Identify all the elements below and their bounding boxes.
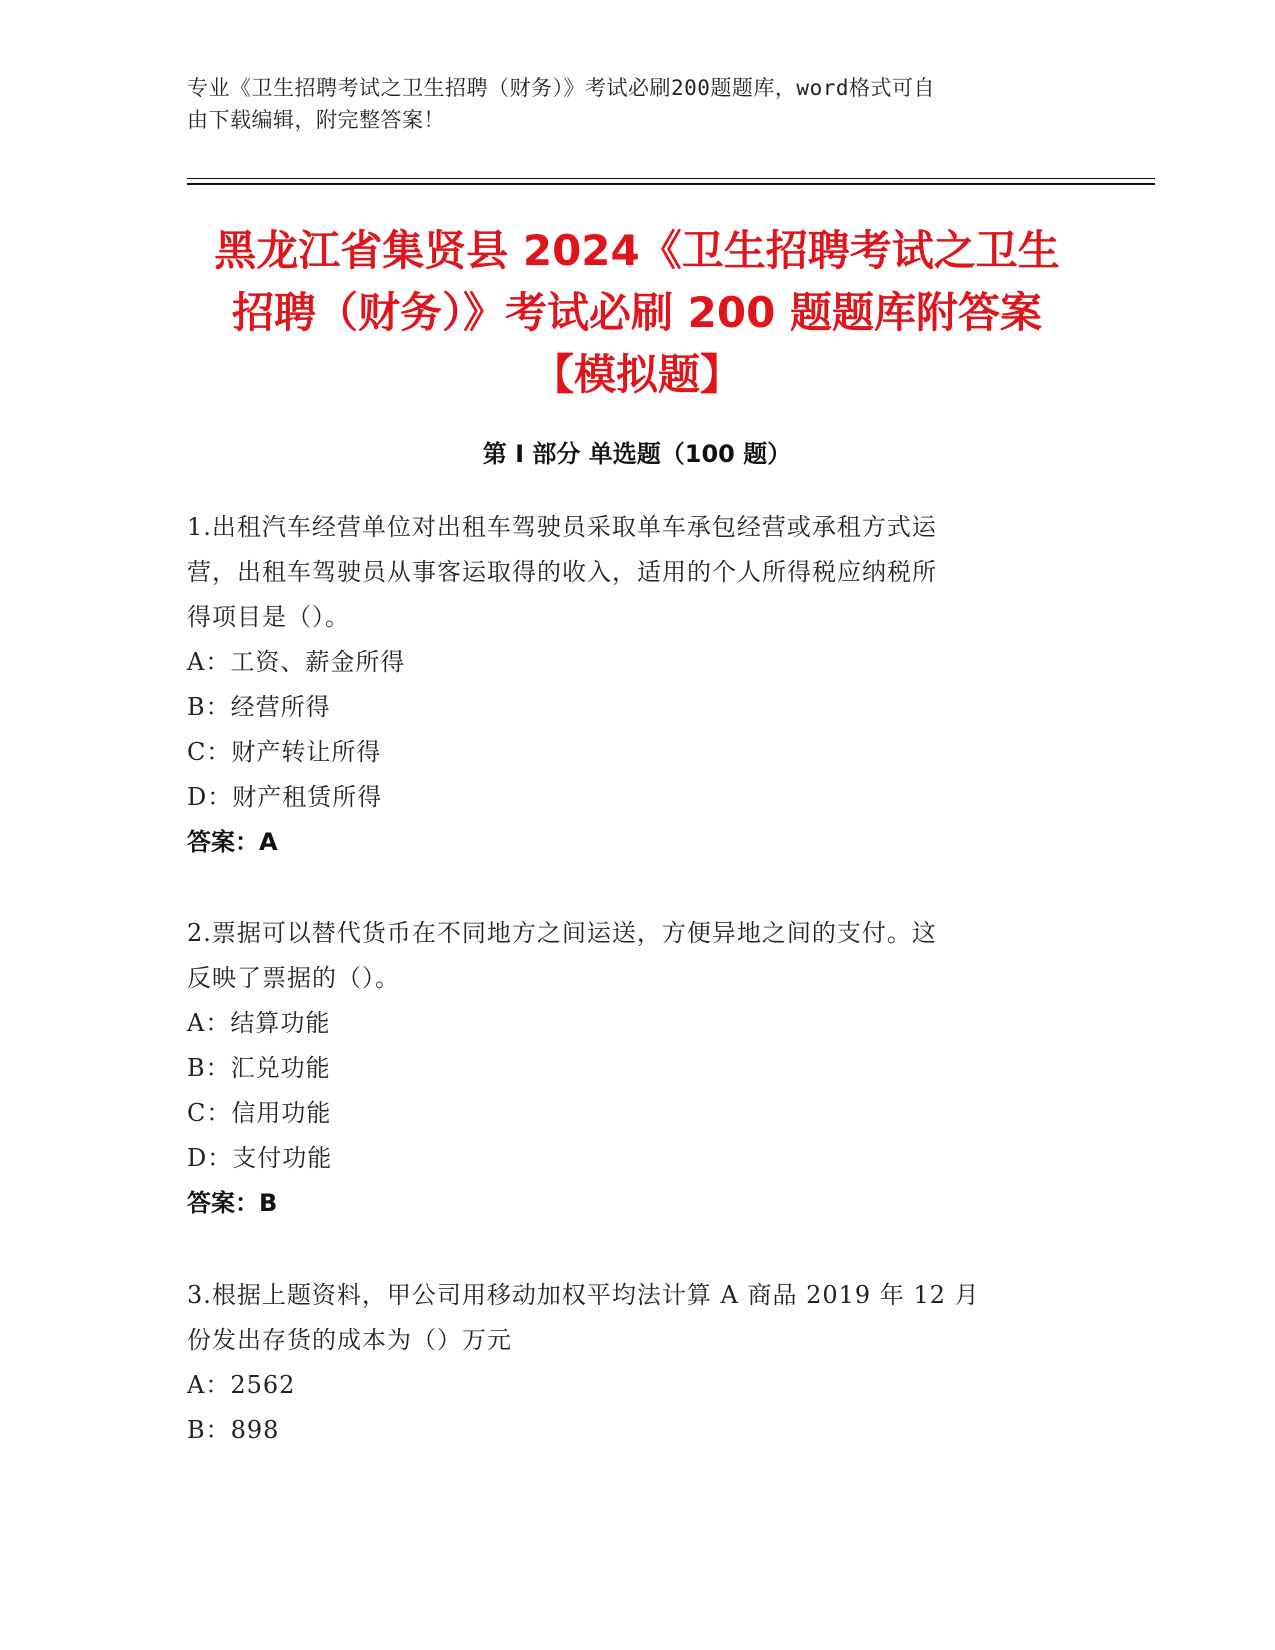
section-heading: 第 I 部分 单选题（100 题） <box>482 440 792 468</box>
answer: 答案：B <box>187 1189 278 1217</box>
question-stem-line: 得项目是（）。 <box>187 603 350 631</box>
question-stem-line: 2.票据可以替代货币在不同地方之间运送，方便异地之间的支付。这 <box>187 919 937 947</box>
header-divider-thick <box>187 183 1155 185</box>
question-stem-line: 3.根据上题资料，甲公司用移动加权平均法计算 A 商品 2019 年 12 月 <box>187 1281 980 1309</box>
question-stem-line: 份发出存货的成本为（）万元 <box>187 1326 512 1354</box>
option-d: D：支付功能 <box>187 1144 333 1172</box>
header-note <box>187 72 1067 136</box>
option-b: B：经营所得 <box>187 693 331 721</box>
option-b: B：898 <box>187 1416 280 1444</box>
document-title <box>187 220 1087 406</box>
question-stem-line: 1.出租汽车经营单位对出租车驾驶员采取单车承包经营或承租方式运 <box>187 513 937 541</box>
header-note-line: 专业《卫生招聘考试之卫生招聘（财务）》考试必刷200题题库，word格式可自 <box>187 76 935 100</box>
option-a: A：工资、薪金所得 <box>187 648 406 676</box>
question-1 <box>187 505 1067 865</box>
title-line: 【模拟题】 <box>531 350 742 399</box>
header-note-line: 由下载编辑，附完整答案！ <box>187 108 445 132</box>
title-line: 黑龙江省集贤县 2024《卫生招聘考试之卫生 <box>214 226 1060 275</box>
option-c: C：财产转让所得 <box>187 738 382 766</box>
option-d: D：财产租赁所得 <box>187 783 383 811</box>
question-2 <box>187 911 1067 1226</box>
option-b: B：汇兑功能 <box>187 1054 331 1082</box>
option-a: A：2562 <box>187 1371 296 1399</box>
question-stem-line: 营，出租车驾驶员从事客运取得的收入，适用的个人所得税应纳税所 <box>187 558 937 586</box>
option-a: A：结算功能 <box>187 1009 331 1037</box>
option-c: C：信用功能 <box>187 1099 332 1127</box>
question-stem-line: 反映了票据的（）。 <box>187 964 400 992</box>
question-3 <box>187 1273 1067 1453</box>
title-line: 招聘（财务）》考试必刷 200 题题库附答案 <box>232 288 1042 337</box>
answer: 答案：A <box>187 828 278 856</box>
header-divider <box>187 178 1155 179</box>
